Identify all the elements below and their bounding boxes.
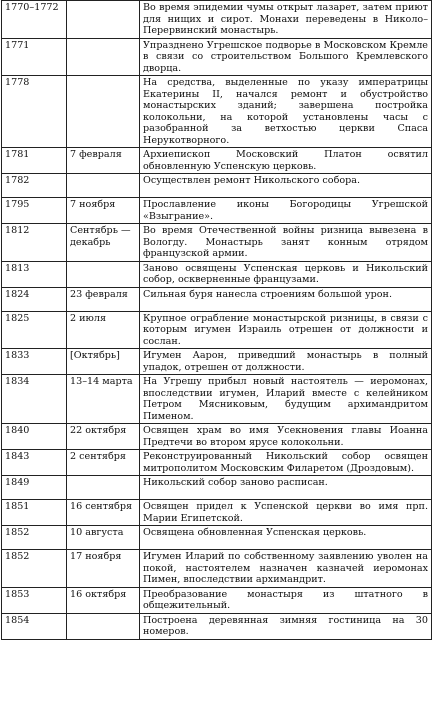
table-row bbox=[2, 38, 432, 76]
date-cell: 22 октября bbox=[67, 424, 140, 450]
date-cell: Сентябрь — декабрь bbox=[67, 224, 140, 262]
year-cell: 1813 bbox=[2, 261, 67, 287]
table-row bbox=[2, 613, 432, 639]
event-cell: Реконструированный Никольский собор освящен митрополитом Московским Филаретом (Дроздовым). bbox=[140, 450, 432, 476]
table-row bbox=[2, 76, 432, 148]
table-row bbox=[2, 500, 432, 526]
event-cell: На Угрешу прибыл новый настоятель — иеромонах, впоследствии игумен, Иларий вместе с келейником Петром Мясниковым, будущим архимандритом Пименом. bbox=[140, 375, 432, 424]
year-cell: 1833 bbox=[2, 349, 67, 375]
table-row bbox=[2, 148, 432, 174]
date-cell: 16 октября bbox=[67, 587, 140, 613]
date-cell: 2 сентября bbox=[67, 450, 140, 476]
event-cell: Заново освящены Успенская церковь и Никольский собор, оскверненные французами. bbox=[140, 261, 432, 287]
table-row bbox=[2, 174, 432, 198]
year-cell: 1782 bbox=[2, 174, 67, 198]
date-cell: 7 ноября bbox=[67, 198, 140, 224]
date-cell bbox=[67, 613, 140, 639]
year-cell: 1770–1772 bbox=[2, 1, 67, 39]
date-cell: 17 ноября bbox=[67, 550, 140, 588]
date-cell: 23 февраля bbox=[67, 287, 140, 311]
year-cell: 1824 bbox=[2, 287, 67, 311]
event-cell: Во время эпидемии чумы открыт лазарет, затем приют для нищих и сирот. Монахи переведены в Николо–Перервинский монастырь. bbox=[140, 1, 432, 39]
table-row bbox=[2, 550, 432, 588]
date-cell: 10 августа bbox=[67, 526, 140, 550]
date-cell bbox=[67, 38, 140, 76]
year-cell: 1778 bbox=[2, 76, 67, 148]
table-row bbox=[2, 261, 432, 287]
year-cell: 1825 bbox=[2, 311, 67, 349]
year-cell: 1795 bbox=[2, 198, 67, 224]
event-cell: Осуществлен ремонт Никольского собора. bbox=[140, 174, 432, 198]
date-cell: 2 июля bbox=[67, 311, 140, 349]
table-row bbox=[2, 450, 432, 476]
year-cell: 1853 bbox=[2, 587, 67, 613]
table-row bbox=[2, 198, 432, 224]
date-cell bbox=[67, 174, 140, 198]
event-cell: Преобразование монастыря из штатного в общежительный. bbox=[140, 587, 432, 613]
date-cell: 13–14 марта bbox=[67, 375, 140, 424]
event-cell: Никольский собор заново расписан. bbox=[140, 476, 432, 500]
event-cell: Архиепископ Московский Платон освятил обновленную Успенскую церковь. bbox=[140, 148, 432, 174]
event-cell: Освящена обновленная Успенская церковь. bbox=[140, 526, 432, 550]
table-row bbox=[2, 526, 432, 550]
event-cell: Освящен придел к Успенской церкви во имя прп. Марии Египетской. bbox=[140, 500, 432, 526]
table-row bbox=[2, 375, 432, 424]
table-row bbox=[2, 224, 432, 262]
event-cell: Упразднено Угрешское подворье в Московском Кремле в связи со строительством Большого Кремлевского дворца. bbox=[140, 38, 432, 76]
table-row bbox=[2, 424, 432, 450]
year-cell: 1781 bbox=[2, 148, 67, 174]
year-cell: 1852 bbox=[2, 550, 67, 588]
event-cell: Прославление иконы Богородицы Угрешской «Взыграние». bbox=[140, 198, 432, 224]
date-cell bbox=[67, 261, 140, 287]
event-cell: Освящен храм во имя Усекновения главы Иоанна Предтечи во втором ярусе колокольни. bbox=[140, 424, 432, 450]
table-row bbox=[2, 587, 432, 613]
year-cell: 1812 bbox=[2, 224, 67, 262]
date-cell: [Октябрь] bbox=[67, 349, 140, 375]
event-cell: Построена деревянная зимняя гостиница на 30 номеров. bbox=[140, 613, 432, 639]
year-cell: 1843 bbox=[2, 450, 67, 476]
year-cell: 1840 bbox=[2, 424, 67, 450]
date-cell bbox=[67, 76, 140, 148]
table-row bbox=[2, 287, 432, 311]
event-cell: Крупное ограбление монастырской ризницы, в связи с которым игумен Израиль отрешен от должности и сослан. bbox=[140, 311, 432, 349]
date-cell: 7 февраля bbox=[67, 148, 140, 174]
event-cell: Сильная буря нанесла строениям большой урон. bbox=[140, 287, 432, 311]
chronology-table-body bbox=[2, 1, 432, 640]
year-cell: 1851 bbox=[2, 500, 67, 526]
event-cell: Игумен Иларий по собственному заявлению уволен на покой, настоятелем назначен казначей иеромонах Пимен, впоследствии архимандрит. bbox=[140, 550, 432, 588]
table-row bbox=[2, 476, 432, 500]
table-row bbox=[2, 1, 432, 39]
event-cell: Во время Отечественной войны ризница вывезена в Вологду. Монастырь занят конным отрядом французской армии. bbox=[140, 224, 432, 262]
year-cell: 1834 bbox=[2, 375, 67, 424]
date-cell: 16 сентября bbox=[67, 500, 140, 526]
date-cell bbox=[67, 476, 140, 500]
chronology-table bbox=[1, 0, 432, 640]
date-cell bbox=[67, 1, 140, 39]
table-row bbox=[2, 349, 432, 375]
event-cell: Игумен Аарон, приведший монастырь в полный упадок, отрешен от должности. bbox=[140, 349, 432, 375]
year-cell: 1854 bbox=[2, 613, 67, 639]
year-cell: 1852 bbox=[2, 526, 67, 550]
year-cell: 1771 bbox=[2, 38, 67, 76]
year-cell: 1849 bbox=[2, 476, 67, 500]
event-cell: На средства, выделенные по указу императрицы Екатерины II, начался ремонт и обустройство монастырских зданий; завершена постройка колокольни, на которой установлены часы с разобранной за ветхостью церкви Спаса Нерукотворного. bbox=[140, 76, 432, 148]
table-row bbox=[2, 311, 432, 349]
